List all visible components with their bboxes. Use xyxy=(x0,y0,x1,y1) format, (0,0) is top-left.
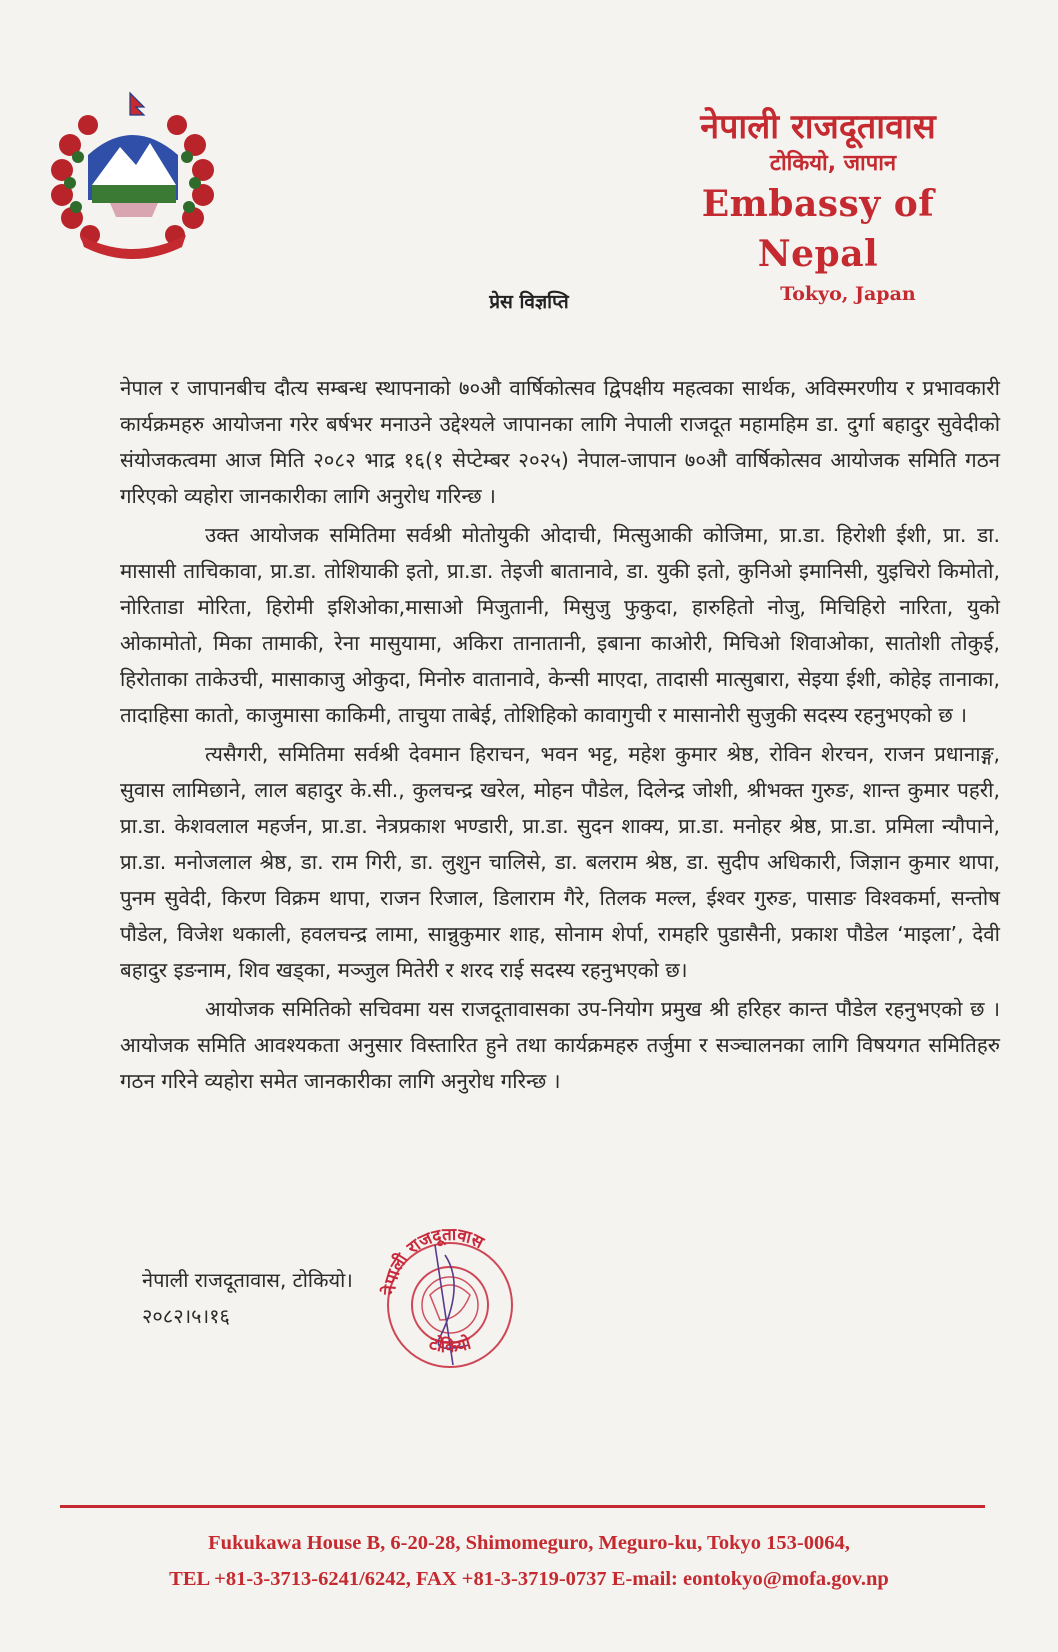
press-release-body xyxy=(120,370,1000,1102)
embassy-city-nepali: टोकियो, जापान xyxy=(769,151,897,176)
footer-address: Fukukawa House B, 6-20-28, Shimomeguro, Meguro-ku, Tokyo 153-0064, xyxy=(208,1532,850,1554)
issuer-name: नेपाली राजदूतावास, टोकियो। xyxy=(142,1268,353,1292)
paragraph: उक्त आयोजक समितिमा सर्वश्री मोतोयुकी ओदाची, मित्सुआकी कोजिमा, प्रा.डा. हिरोशी ईशी, प्रा. डा. मासासी ताचिकावा, प्रा.डा. तोशियाकी इतो, प्रा.डा. तेइजी बातानावे, डा. युकी इतो, कुनिओ इमानिसी, युइचिरो किमोतो, नोरिताडा मोरिता, हिरोमी इशिओका,मासाओ मिजुतानी, मिसुजु फुकुदा, हारुहितो नोजु, मिचिहिरो नारिता, युको ओकामोतो, मिका तामाकी, रेना मासुयामा, अकिरा तानातानी, इबाना काओरी, मिचिओ शिवाओका, सातोशी तोकुई, हिरोताका ताकेउची, मासाकाजु ओकुदा, मिनोरु वातानावे, केन्सी माएदा, तादासी मात्सुबारा, सेइया ईशी, कोहेइ तानाका, तादाहिसा कातो, काजुमासा काकिमी, ताचुया ताबेई, तोशिहिको कावागुची र मासानोरी सुजुकी सदस्य रहनुभएको छ । xyxy=(120,523,1000,727)
stamp-text-bottom: टोकियो xyxy=(426,1333,474,1358)
embassy-name-english: Embassy of Nepal xyxy=(701,183,935,275)
embassy-city-english: Tokyo, Japan xyxy=(780,283,916,305)
document-title: प्रेस विज्ञप्ति xyxy=(489,291,569,313)
embassy-name-nepali: नेपाली राजदूतावास xyxy=(700,107,936,147)
issue-date: २०८२।५।१६ xyxy=(142,1304,230,1328)
stamp-text-top: नेपाली राजदूतावास xyxy=(379,1225,487,1296)
embassy-stamp-icon xyxy=(375,1225,525,1385)
paragraph: आयोजक समितिको सचिवमा यस राजदूतावासका उप-नियोग प्रमुख श्री हरिहर कान्त पौडेल रहनुभएको छ । आयोजक समिति आवश्यकता अनुसार विस्तारित हुने तथा कार्यक्रमहरु तर्जुमा र सञ्चालनका लागि विषयगत समितिहरु गठन गरिने व्यहोरा समेत जानकारीका लागि अनुरोध गरिन्छ । xyxy=(120,997,1000,1093)
paragraph: त्यसैगरी, समितिमा सर्वश्री देवमान हिराचन, भवन भट्ट, महेश कुमार श्रेष्ठ, रोविन शेरचन, राजन प्रधानाङ्ग, सुवास लामिछाने, लाल बहादुर के.सी., कुलचन्द्र खरेल, मोहन पौडेल, दिलेन्द्र जोशी, श्रीभक्त गुरुङ, शान्त कुमार पहरी, प्रा.डा. केशवलाल महर्जन, प्रा.डा. नेत्रप्रकाश भण्डारी, प्रा.डा. सुदन शाक्य, प्रा.डा. मनोहर श्रेष्ठ, प्रा.डा. प्रमिला न्यौपाने, प्रा.डा. मनोजलाल श्रेष्ठ, डा. राम गिरी, डा. लुशुन चालिसे, डा. बलराम श्रेष्ठ, डा. सुदीप अधिकारी, जिज्ञान कुमार थापा, पुनम सुवेदी, किरण विक्रम थापा, राजन रिजाल, डिलाराम गैरे, तिलक मल्ल, ईश्वर गुरुङ, पासाङ विश्वकर्मा, सन्तोष पौडेल, विजेश थकाली, हवलचन्द्र लामा, सान्नुकुमार शाह, सोनाम शेर्पा, रामहरि पुडासैनी, प्रकाश पौडेल ‘माइला’, देवी बहादुर इङनाम, शिव खड्का, मञ्जुल मितेरी र शरद राई सदस्य रहनुभएको छ। xyxy=(120,742,1000,982)
embassy-letterhead xyxy=(638,105,998,309)
nepal-coat-of-arms-icon xyxy=(40,85,225,260)
paragraph: नेपाल र जापानबीच दौत्य सम्बन्ध स्थापनाको ७०औ वार्षिकोत्सव द्विपक्षीय महत्वका सार्थक, अविस्मरणीय र प्रभावकारी कार्यक्रमहरु आयोजना गरेर बर्षभर मनाउने उद्देश्यले जापानका लागि नेपाली राजदूत महामहिम डा. दुर्गा बहादुर सुवेदीको संयोजकत्वमा आज मिति २०८२ भाद्र १६(१ सेप्टेम्बर २०२५) नेपाल-जापान ७०औ वार्षिकोत्सव आयोजक समिति गठन गरिएको व्यहोरा जानकारीका लागि अनुरोध गरिन्छ । xyxy=(120,376,1000,508)
svg-text:टोकियो xyxy=(426,1332,474,1357)
footer-contact: TEL +81-3-3713-6241/6242, FAX +81-3-3719-0737 E-mail: eontokyo@mofa.gov.np xyxy=(169,1568,889,1590)
svg-text:नेपाली राजदूतावास xyxy=(379,1225,488,1296)
signature-block xyxy=(142,1262,353,1334)
footer-divider xyxy=(60,1505,985,1508)
